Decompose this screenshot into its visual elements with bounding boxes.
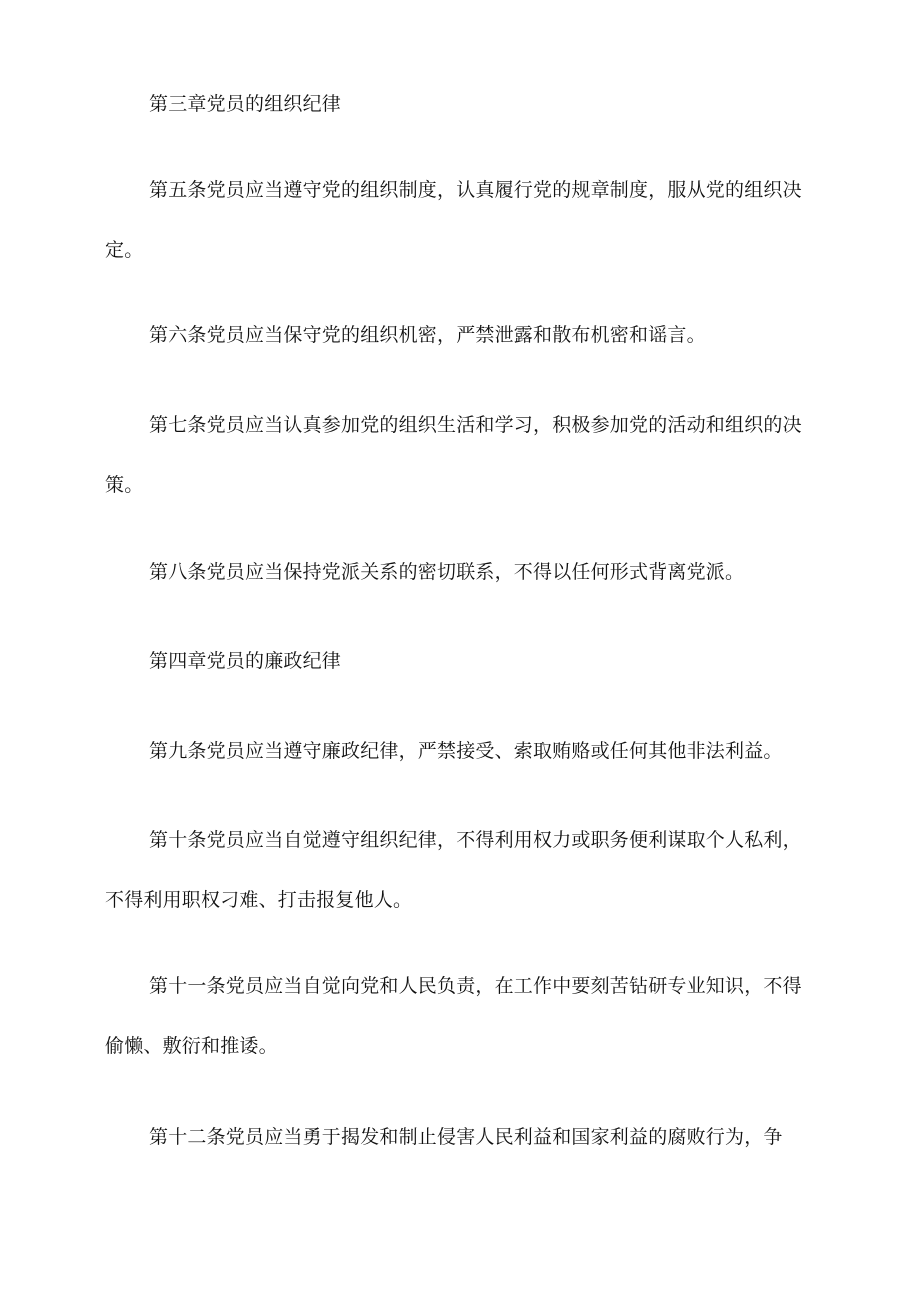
article-12: 第十二条党员应当勇于揭发和制止侵害人民利益和国家利益的腐败行为，争 [149, 1126, 783, 1148]
article-6: 第六条党员应当保守党的组织机密，严禁泄露和散布机密和谣言。 [149, 324, 706, 346]
article-11: 第十一条党员应当自觉向党和人民负责，在工作中要刻苦钻研专业知识，不得偷懒、敷衍和推诿。 [105, 975, 802, 1057]
article-5: 第五条党员应当遵守党的组织制度，认真履行党的规章制度，服从党的组织决定。 [105, 179, 802, 261]
chapter-heading-3: 第三章党员的组织纪律 [149, 93, 342, 115]
article-10: 第十条党员应当自觉遵守组织纪律，不得利用权力或职务便利谋取个人私利，不得利用职权刁难、打击报复他人。 [105, 829, 802, 911]
article-9: 第九条党员应当遵守廉政纪律，严禁接受、索取贿赂或任何其他非法利益。 [149, 740, 783, 762]
article-8: 第八条党员应当保持党派关系的密切联系，不得以任何形式背离党派。 [149, 561, 745, 583]
article-7: 第七条党员应当认真参加党的组织生活和学习，积极参加党的活动和组织的决策。 [105, 414, 802, 496]
chapter-heading-4: 第四章党员的廉政纪律 [149, 650, 342, 672]
